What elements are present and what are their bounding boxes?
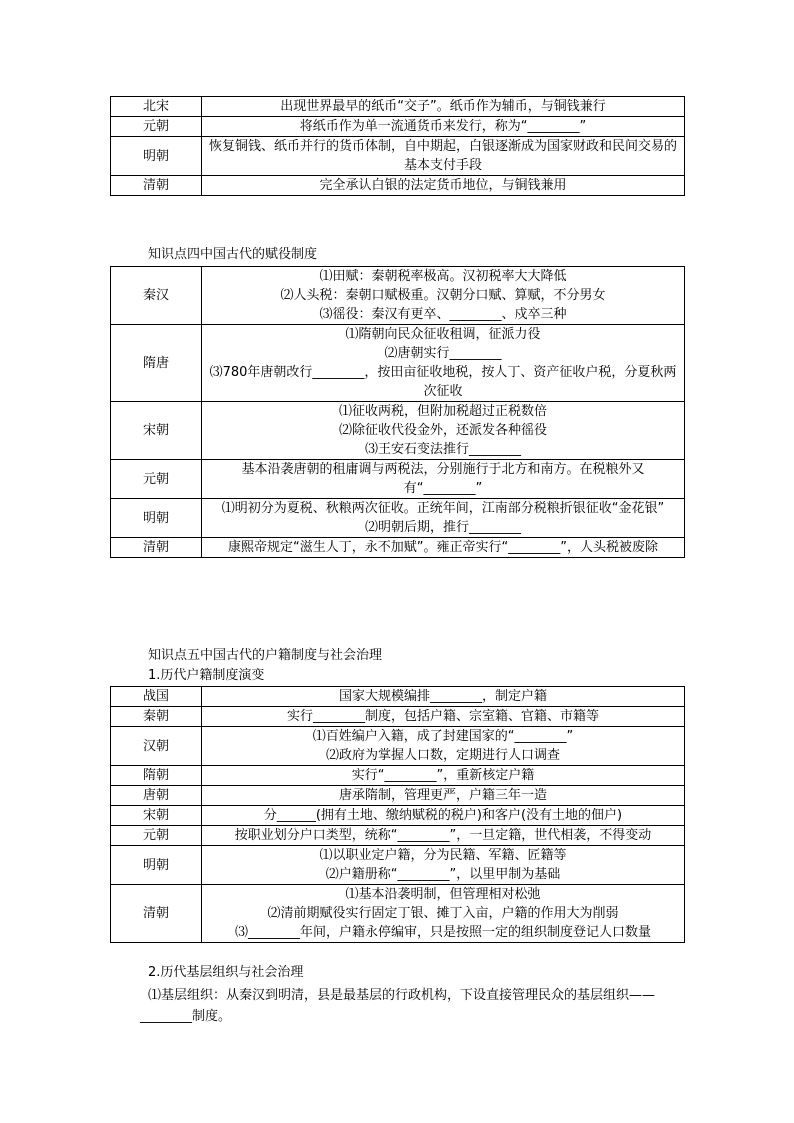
content-line: 实行________制度，包括户籍、宗室籍、官籍、市籍等: [286, 709, 599, 724]
content-line: 分______(拥有土地、缴纳赋税的税户)和客户(没有土地的佃户): [263, 808, 623, 823]
era-cell: 秦汉: [111, 267, 202, 325]
content-line: ⑵户籍册称“________”，以里甲制为基础: [325, 867, 561, 882]
section4-title: 知识点四中国古代的赋役制度: [148, 247, 318, 262]
era-cell: 元朝: [111, 117, 202, 137]
content-line: 恢复铜钱、纸币并行的货币体制，自中期起，白银逐渐成为国家财政和民间交易的基本支付手段: [208, 139, 677, 173]
table-row: [111, 176, 685, 196]
content-cell: [202, 826, 685, 846]
content-cell: [202, 846, 685, 885]
content-line: ⑴田赋：秦朝税率极高。汉初税率大大降低: [319, 269, 567, 284]
content-cell: [202, 460, 685, 499]
content-line: ⑴百姓编户入籍，成了封建国家的“________”: [312, 729, 574, 744]
content-cell: [202, 538, 685, 558]
content-line: ⑵除征收代役金外，还派发各种徭役: [338, 423, 547, 438]
table-row: [111, 267, 685, 325]
household-registration-table: [110, 686, 685, 943]
content-line: ⑶________年间，户籍永停编审，只是按照一定的组织制度登记人口数量: [234, 925, 651, 940]
content-cell: [202, 885, 685, 943]
content-cell: [202, 137, 685, 176]
section5-sub2: 2.历代基层组织与社会治理: [148, 965, 304, 980]
era-cell: 秦朝: [111, 707, 202, 727]
era-cell: 明朝: [111, 499, 202, 538]
content-cell: [202, 97, 685, 117]
table-row: [111, 499, 685, 538]
content-line: ⑶徭役：秦汉有更卒、________、戍卒三种: [319, 307, 567, 322]
content-line: ⑴征收两税，但附加税超过正税数倍: [338, 404, 547, 419]
table-row: [111, 460, 685, 499]
table-row: [111, 786, 685, 806]
era-cell: 清朝: [111, 538, 202, 558]
table-row: [111, 117, 685, 137]
content-line: ⑵政府为掌握人口数，定期进行人口调查: [325, 748, 560, 763]
content-cell: [202, 766, 685, 786]
era-cell: 宋朝: [111, 806, 202, 826]
content-cell: [202, 117, 685, 137]
content-cell: [202, 325, 685, 402]
era-cell: 元朝: [111, 826, 202, 846]
table-row: [111, 885, 685, 943]
content-line: 按职业划分户口类型，统称“________”，一旦定籍，世代相袭，不得变动: [234, 828, 652, 843]
table-row: [111, 538, 685, 558]
content-line: ⑵清前期赋役实行固定丁银、摊丁入亩，户籍的作用大为削弱: [267, 906, 619, 921]
content-cell: [202, 786, 685, 806]
era-cell: 清朝: [111, 176, 202, 196]
tax-system-table: [110, 266, 685, 558]
table-row: [111, 687, 685, 707]
table-row: [111, 766, 685, 786]
content-cell: [202, 707, 685, 727]
section5-title: 知识点五中国古代的户籍制度与社会治理: [148, 648, 383, 663]
content-line: ⑴明初分为夏税、秋粮两次征收。正统年间，江南部分税粮折银征收“金花银”: [221, 501, 665, 516]
era-cell: 唐朝: [111, 786, 202, 806]
content-line: ⑶780年唐朝改行________，按田亩征收地税，按人丁、资产征收户税，分夏秋两次征收: [209, 365, 677, 399]
content-line: 完全承认白银的法定货币地位，与铜钱兼用: [319, 178, 567, 193]
era-cell: 明朝: [111, 137, 202, 176]
era-cell: 明朝: [111, 846, 202, 885]
era-cell: 汉朝: [111, 727, 202, 766]
section5-sub1: 1.历代户籍制度演变: [148, 668, 265, 683]
content-line: ⑴基本沿袭明制，但管理相对松弛: [345, 887, 541, 902]
era-cell: 隋朝: [111, 766, 202, 786]
content-cell: [202, 267, 685, 325]
content-line: 基本沿袭唐朝的租庸调与两税法，分别施行于北方和南方。在税粮外又有“________”: [241, 462, 645, 496]
content-line: 实行“________”，重新核定户籍: [351, 768, 535, 783]
content-cell: [202, 176, 685, 196]
content-line: 国家大规模编排________，制定户籍: [338, 689, 547, 704]
era-cell: 清朝: [111, 885, 202, 943]
era-cell: 战国: [111, 687, 202, 707]
content-cell: [202, 499, 685, 538]
table-row: [111, 727, 685, 766]
era-cell: 隋唐: [111, 325, 202, 402]
table-row: [111, 806, 685, 826]
content-line: ⑵明朝后期，推行________: [364, 520, 521, 535]
content-line: ⑶王安石变法推行________: [364, 442, 521, 457]
content-cell: [202, 402, 685, 460]
table-row: [111, 325, 685, 402]
table-row: [111, 846, 685, 885]
content-cell: [202, 806, 685, 826]
table-row: [111, 137, 685, 176]
content-line: ⑴以职业定户籍，分为民籍、军籍、匠籍等: [319, 848, 567, 863]
era-cell: 北宋: [111, 97, 202, 117]
content-line: 康熙帝规定“滋生人丁，永不加赋”。雍正帝实行“________”，人头税被废除: [228, 540, 658, 555]
content-line: 将纸币作为单一流通货币来发行，称为“________”: [299, 119, 587, 134]
content-line: ⑵人头税：秦朝口赋极重。汉朝分口赋、算赋，不分男女: [280, 288, 606, 303]
content-line: 出现世界最早的纸币“交子”。纸币作为辅币，与铜钱兼行: [280, 99, 606, 114]
table-row: [111, 707, 685, 727]
content-cell: [202, 687, 685, 707]
content-line: 唐承隋制，管理更严，户籍三年一造: [338, 788, 547, 803]
content-line: ⑴隋朝向民众征收租调，征派力役: [345, 327, 541, 342]
grassroots-paragraph: ⑴基层组织：从秦汉到明清，县是最基层的行政机构，下设直接管理民众的基层组织——________制度。: [140, 988, 656, 1024]
era-cell: 宋朝: [111, 402, 202, 460]
currency-table: [110, 96, 685, 196]
table-row: [111, 402, 685, 460]
table-row: [111, 97, 685, 117]
content-cell: [202, 727, 685, 766]
era-cell: 元朝: [111, 460, 202, 499]
content-line: ⑵唐朝实行________: [384, 346, 502, 361]
table-row: [111, 826, 685, 846]
